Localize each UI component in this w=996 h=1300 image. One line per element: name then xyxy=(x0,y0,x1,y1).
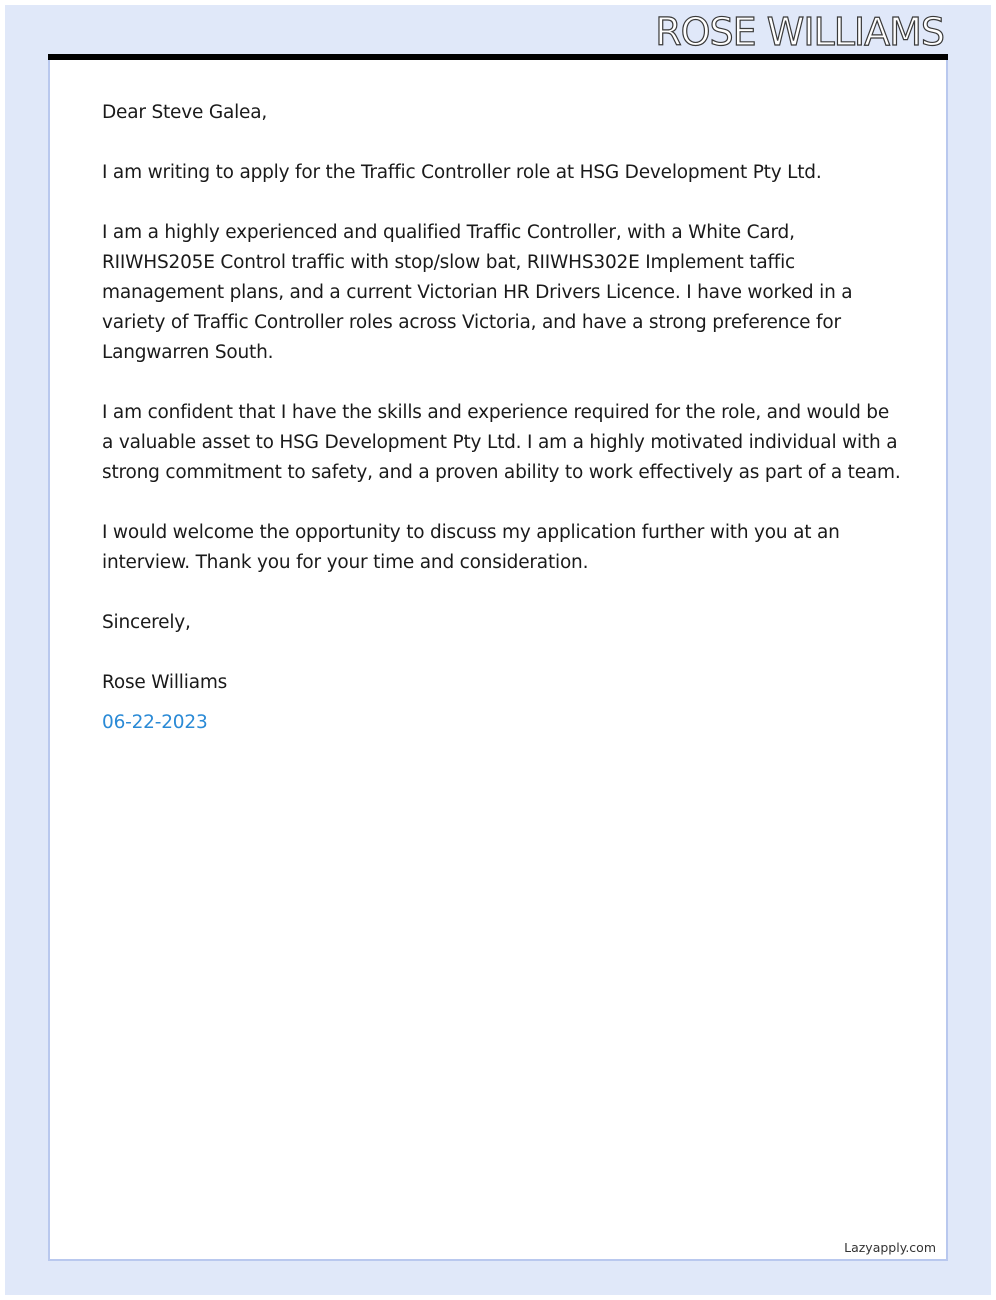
letter-closing: Sincerely, xyxy=(102,612,191,633)
letter-signature: Rose Williams xyxy=(102,672,228,693)
letter-paragraph-qualifications: I am a highly experienced and qualified Traffic Controller, with a White Card, RIIWHS205E Control traffic with stop/slow bat, RIIWHS302E Implement taffic management plans, and a current Victorian HR Drivers Licence. I have worked in a variety of Traffic Controller roles across Victoria, and have a strong preference for Langwarren South. xyxy=(102,222,853,363)
letter-date: 06-22-2023 xyxy=(102,712,208,733)
letter-paragraph-intro: I am writing to apply for the Traffic Controller role at HSG Development Pty Ltd. xyxy=(102,162,822,183)
letter-paragraph-value: I am confident that I have the skills and experience required for the role, and would be a valuable asset to HSG Development Pty Ltd. I am a highly motivated individual with a strong commitment to safety, and a proven ability to work effectively as part of a team. xyxy=(102,402,901,483)
letter-body xyxy=(102,98,902,738)
applicant-name-heading: ROSE WILLIAMS xyxy=(655,10,944,54)
cover-letter-card xyxy=(48,60,948,1261)
footer-brand-text: Lazyapply.com xyxy=(844,1240,936,1255)
letter-paragraph-closing: I would welcome the opportunity to discuss my application further with you at an interview. Thank you for your time and consideration. xyxy=(102,522,840,573)
letter-salutation: Dear Steve Galea, xyxy=(102,102,268,123)
